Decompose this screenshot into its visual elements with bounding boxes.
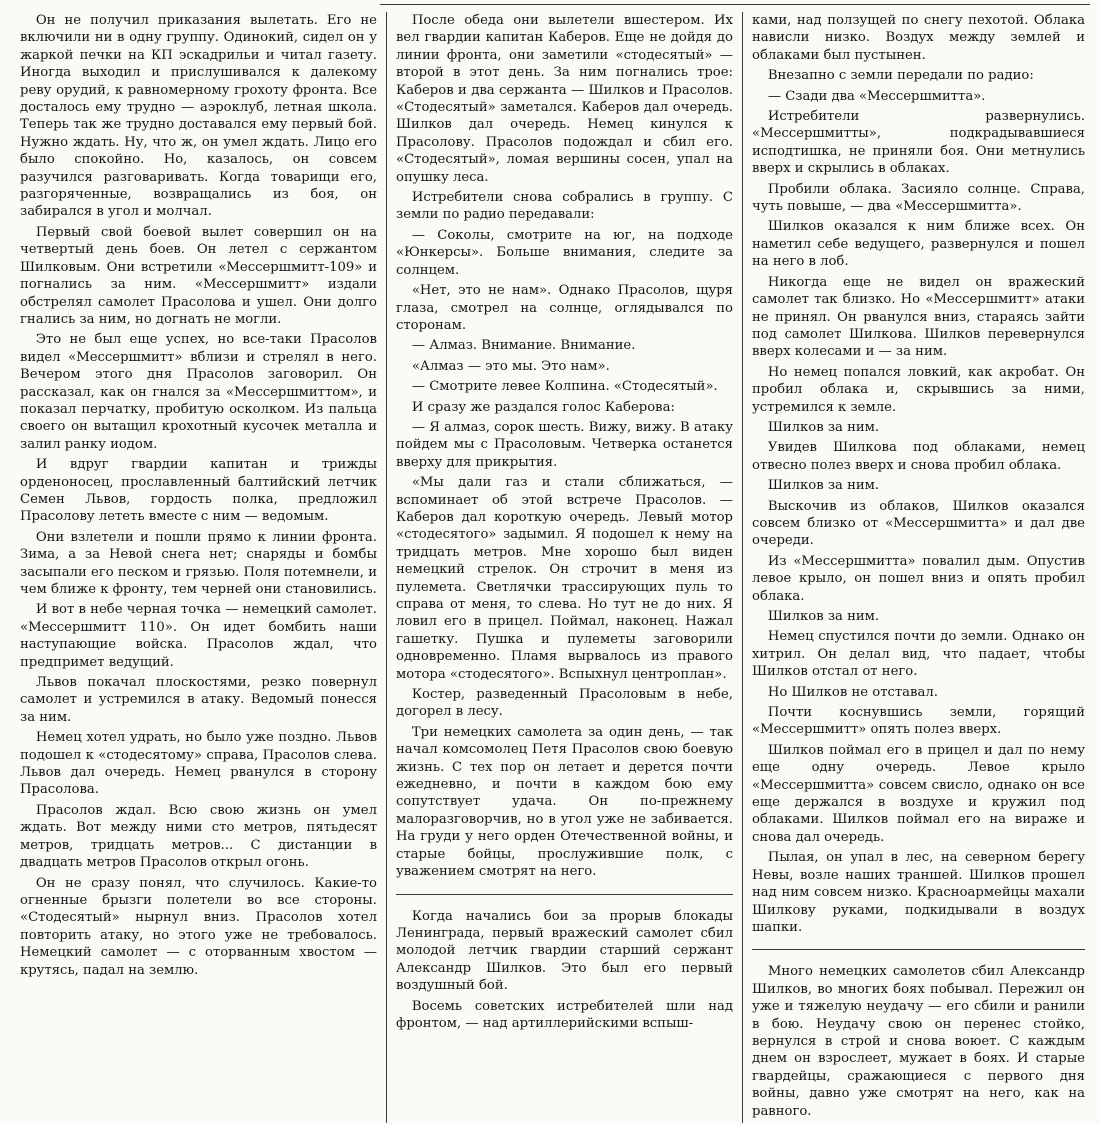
paragraph: Прасолов ждал. Всю свою жизнь он умел ждать. Вот между ними сто метров, пятьдесят метров, тридцать метров... С дистанции в двадцать метров Прасолов открыл огонь. [20,802,377,871]
paragraph: — Я алмаз, сорок шесть. Вижу, вижу. В атаку пойдем мы с Прасоловым. Четверка останется вверху для прикрытия. [396,419,733,470]
paragraph: Шилков за ним. [767,419,880,435]
paragraph: «Нет, это не нам». Однако Прасолов, щуря глаза, смотрел на солнце, оглядывался по сторонам. [396,283,733,333]
section-divider [396,894,733,895]
paragraph: Костер, разведенный Прасоловым в небе, догорел в лесу. [396,687,733,720]
paragraph: Много немецких самолетов сбил Александр Шилков, во многих боях побывал. Пережил он уже и тяжелую неудачу — его сбили и ранили в бою. Неудачу свою он перенес стойко, вернулся в строй и снова воюет. С каждым днем он взрослеет, мужает в боях. И старые гвардейцы, сражающиеся с первого дня войны, давно уже смотрят на него, как на равного. [752,964,1085,1119]
paragraph: Но Шилков не отставал. [767,684,938,700]
paragraph: Восемь советских истребителей шли над фронтом, — над артиллерийскими вспыш- [396,998,733,1031]
paragraph: Шилков за ним. [767,609,880,624]
paragraph: Львов покачал плоскостями, резко повернул самолет и устремился в атаку. Ведомый понесся за ним. [20,675,377,725]
paragraph: — Сзади два «Мессершмитта». [767,88,986,104]
top-rule [380,4,1090,5]
paragraph: Он не сразу понял, что случилось. Какие-то огненные брызги полетели во все стороны. «Стодесятый» нырнул вниз. Прасолов хотел повторить атаку, но этого уже не требовалось. Немецкий самолет — с оторванным хвостом — крутясь, падал на землю. [20,875,377,978]
paragraph: «Мы дали газ и стали сближаться, — вспоминает об этой встрече Прасолов. — Каберов дал короткую очередь. Левый мотор «стодесятого» задымил. Я подошел к нему на тридцать метров. Мне хорошо был виден немецкий стрелок. Он строчит в меня из пулемета. Светлячки трассирующих пуль то справа от меня, то слева. Но тут не до них. Я ловил его в прицел. Поймал, наконец. Нажал гашетку. Пушка и пулеметы заговорили одновременно. Пламя вырвалось из правого мотора «стодесятого». Вспыхнул центроплан». [396,475,733,682]
paragraph: И вот в небе черная точка — немецкий самолет. «Мессершмитт 110». Он идет бомбить наши наступающие войска. Прасолов ждал, что предпримет ведущий. [20,602,377,670]
paragraph: Увидев Шилкова под облаками, немец отвесно полез вверх и снова пробил облака. [752,440,1085,473]
paragraph: Почти коснувшись земли, горящий «Мессершмитт» опять полез вверх. [752,705,1085,738]
paragraph: Пробили облака. Засияло солнце. Справа, чуть повыше, — два «Мессершмитта». [752,181,1085,215]
article-columns [14,12,1090,1119]
paragraph: Три немецких самолета за один день, — так начал комсомолец Петя Прасолов свою боевую жизнь. С тех пор он летает и дерется почти ежедневно, и почти в каждом бою ему сопутствует удача. Он по-прежнему малоразговорчив, но в угол уже не забивается. На груди у него орден Отечественной войны, и старые бойцы, прослужившие полк, с уважением смотрят на него. [396,724,733,880]
paragraph: Немец спустился почти до земли. Однако он хитрил. Он делал вид, что падает, чтобы Шилков отстал от него. [752,629,1085,680]
paragraph: — Алмаз. Внимание. Внимание. [411,338,636,354]
paragraph: Первый свой боевой вылет совершил он на четвертый день боев. Он летел с сержантом Шилковым. Они встретили «Мессершмитт-109» и погнались за ним. «Мессершмитт» издали обстрелял самолет Прасолова и ушел. Они долго гнались за ним, но догнать не могли. [20,224,377,327]
paragraph: Никогда еще не видел он вражеский самолет так близко. Но «Мессершмитт» атаки не принял. Он рванулся вниз, стараясь зайти под самолет Шилкова. Шилков перевернулся вверх колесами и — за ним. [752,274,1085,360]
column-1 [14,12,386,1123]
paragraph: Истребители развернулись. «Мессершмитты», подкрадывавшиеся исподтишка, не приняли боя. Они метнулись вверх и скрылись в облаках. [752,109,1085,177]
paragraph: Они взлетели и пошли прямо к линии фронта. Зима, а за Невой снега нет; снаряды и бомбы засыпали его песком и грязью. Поля потемнели, и чем ближе к фронту, тем черней они становились. [20,529,377,597]
paragraph: Внезапно с земли передали по радио: [767,68,1034,84]
paragraph: Он не получил приказания вылетать. Его не включили ни в одну группу. Одинокий, сидел он у жаркой печки на КП эскадрильи и читал газету. Иногда выходил и прислушивался к далекому реву орудий, к равномерному грохоту фронта. Все досталось ему трудно — аэроклуб, летная школа. Теперь так же трудно доставался ему первый бой. Нужно ждать. Ну, что ж, он умел ждать. Лицо его было спокойно. Но, казалось, он совсем разучился разговаривать. Когда товарищи его, разгоряченные, возвращались из боя, он забирался в угол и молчал. [20,13,377,220]
section-divider [752,949,1085,950]
paragraph: И вдруг гвардии капитан и трижды орденоносец, прославленный балтийский летчик Семен Львов, гордость полка, предложил Прасолову лететь вместе с ним — ведомым. [20,457,377,525]
paragraph: Шилков за ним. [767,478,880,494]
paragraph: ками, над ползущей по снегу пехотой. Облака нависли низко. Воздух между землей и облаками был пустынен. [752,13,1085,63]
paragraph: — Смотрите левее Колпина. «Стодесятый». [411,379,718,395]
column-3 [742,12,1094,1123]
paragraph: Истребители снова собрались в группу. С земли по радио передавали: [396,190,733,223]
paragraph: Шилков оказался к ним ближе всех. Он наметил себе ведущего, развернулся и пошел на него в лоб. [752,219,1085,270]
paragraph: Выскочив из облаков, Шилков оказался совсем близко от «Мессершмитта» и дал две очереди. [752,498,1085,549]
paragraph: «Алмаз — это мы. Это нам». [411,358,610,374]
paragraph: После обеда они вылетели вшестером. Их вел гвардии капитан Каберов. Еще не дойдя до линии фронта, они заметили «стодесятый» — второй в этот день. За ним погнались трое: Каберов и два сержанта — Шилков и Прасолов. «Стодесятый» заметался. Каберов дал очередь. Шилков дал очередь. Немец кинулся к Прасолову. Прасолов подождал и сбил его. «Стодесятый», ломая вершины сосен, упал на опушку леса. [396,13,733,185]
paragraph: Пылая, он упал в лес, на северном берегу Невы, возле наших траншей. Шилков прошел над ним совсем низко. Красноармейцы махали Шилкову руками, подкидывали в воздух шапки. [752,850,1085,935]
paragraph: И сразу же раздался голос Каберова: [411,399,675,415]
paragraph: Когда начались бои за прорыв блокады Ленинграда, первый вражеский самолет сбил молодой летчик гвардии старший сержант Александр Шилков. Это был его первый воздушный бой. [396,908,733,994]
paragraph: Это не был еще успех, но все-таки Прасолов видел «Мессершмитт» вблизи и стрелял в него. Вечером этого дня Прасолов заговорил. Он рассказал, как он гнался за «Мессершмиттом», и показал перчатку, пробитую осколком. Из пальца своего он вытащил крохотный кусочек металла и залил ранку иодом. [20,332,377,452]
paragraph: Немец хотел удрать, но было уже поздно. Львов подошел к «стодесятому» справа, Прасолов слева. Львов дал очередь. Немец рванулся в сторону Прасолова. [20,730,377,798]
paragraph: Но немец попался ловкий, как акробат. Он пробил облака и, скрывшись за ними, устремился к земле. [752,364,1085,415]
column-2 [386,12,742,1123]
paragraph: — Соколы, смотрите на юг, на подходе «Юнкерсы». Больше внимания, следите за солнцем. [396,227,733,278]
paragraph: Из «Мессершмитта» повалил дым. Опустив левое крыло, он пошел вниз и опять пробил облака. [752,553,1085,604]
paragraph: Шилков поймал его в прицел и дал по нему еще одну очередь. Левое крыло «Мессершмитта» совсем свисло, однако он все еще держался в воздухе и кружил под облаками. Шилков поймал его на вираже и снова дал очередь. [752,742,1085,845]
